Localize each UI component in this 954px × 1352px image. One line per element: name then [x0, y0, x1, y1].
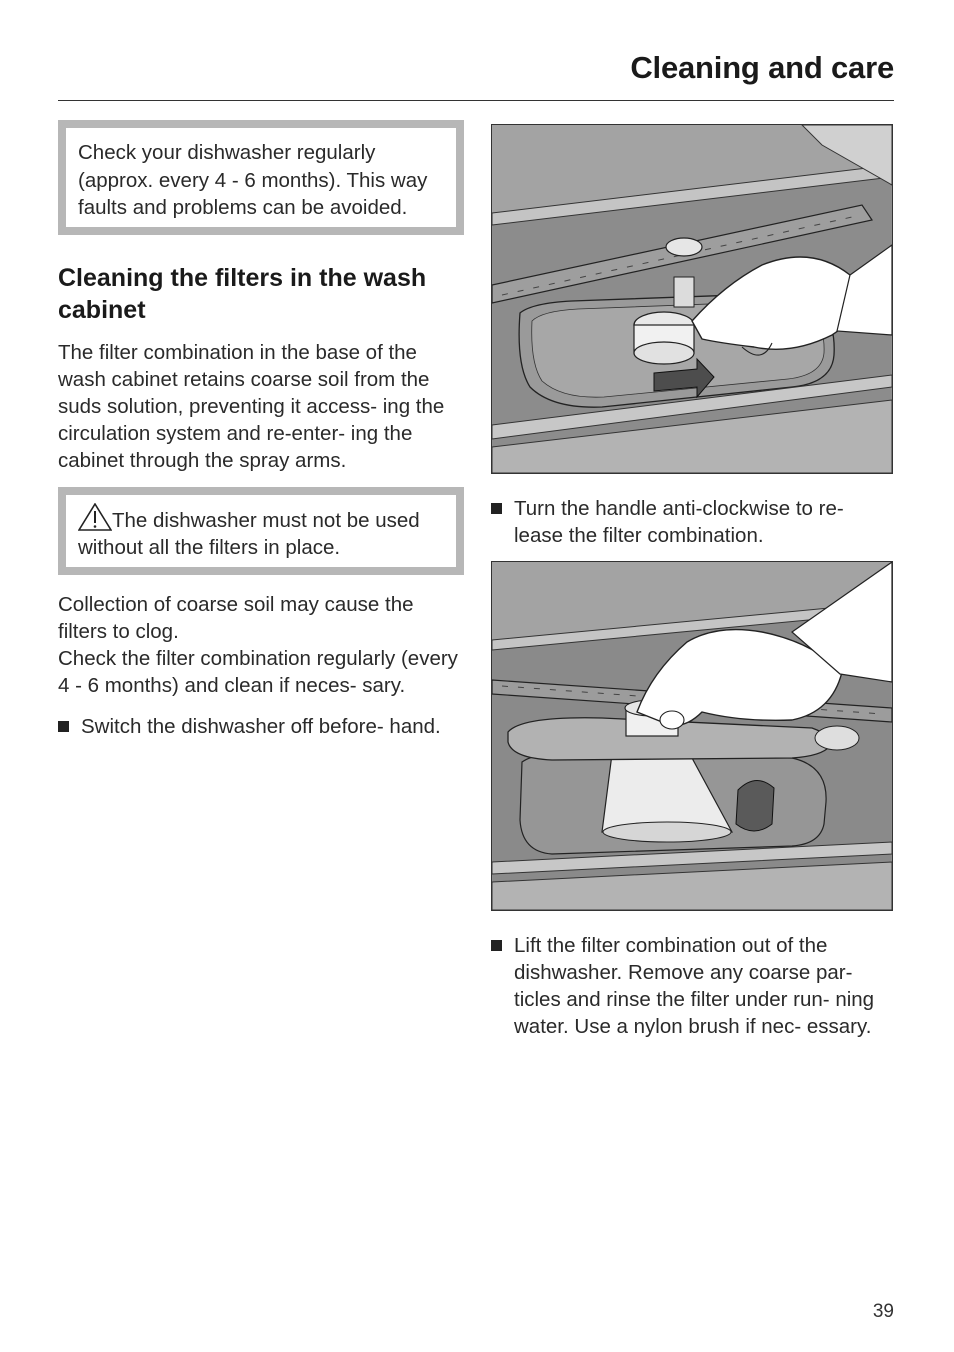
- left-column: [58, 120, 464, 740]
- bullet-text: Lift the filter combination out of the dishwasher. Remove any coarse par- ticles and rinse the filter under run- ning water. Use a nylon brush if nec- essary.: [514, 934, 875, 1038]
- bullet-turn-handle: [491, 495, 893, 549]
- warning-box: [58, 487, 464, 575]
- bullet-text: Turn the handle anti-clockwise to re- lease the filter combination.: [514, 497, 844, 547]
- lift-filter-drawing: [492, 562, 892, 910]
- page-number: 39: [872, 1301, 894, 1322]
- filter-clog-paragraph: [58, 591, 464, 699]
- filter-clog-line-1: Collection of coarse soil may cause the filters to clog.: [58, 592, 414, 643]
- warning-triangle-icon: [78, 503, 112, 531]
- bullet-lift-filter: [491, 932, 893, 1040]
- bullet-square-icon: [491, 503, 502, 514]
- page-title: Cleaning and care: [630, 50, 894, 85]
- illustration-turn-handle: [491, 124, 893, 474]
- intro-paragraph: The filter combination in the base of the wash cabinet retains coarse soil from the suds solution, preventing it access- ing the circulation system and re-enter- ing the cabinet through the spray arms.: [58, 340, 445, 473]
- illustration-lift-filter: [491, 561, 893, 911]
- right-column: [491, 124, 893, 1040]
- bullet-square-icon: [58, 721, 69, 732]
- bullet-text: Switch the dishwasher off before- hand.: [81, 714, 441, 738]
- header-divider: [58, 100, 894, 101]
- warning-text: The dishwasher must not be used without all the filters in place.: [78, 508, 420, 560]
- turn-handle-drawing: [492, 125, 892, 473]
- bullet-switch-off: [58, 713, 464, 740]
- maintenance-notice: Check your dishwasher regularly (approx. every 4 - 6 months). This way faults and problems can be avoided.: [58, 120, 464, 235]
- bullet-square-icon: [491, 940, 502, 951]
- section-heading: Cleaning the filters in the wash cabinet: [58, 263, 427, 324]
- filter-clog-line-2: Check the filter combination regularly (every 4 - 6 months) and clean if neces- sary.: [58, 646, 458, 697]
